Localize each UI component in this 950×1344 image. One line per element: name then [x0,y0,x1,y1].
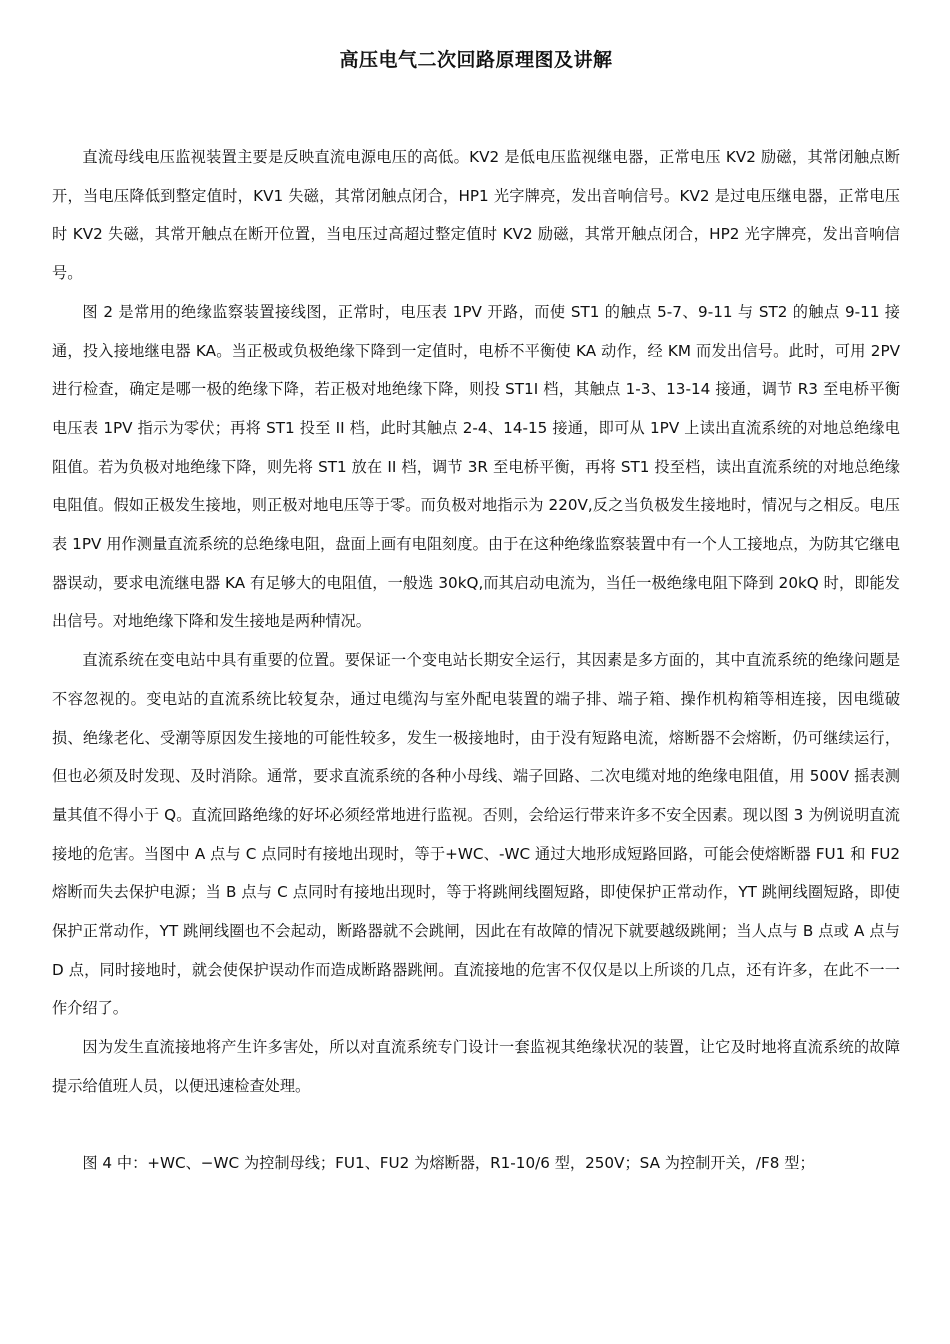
document-title: 高压电气二次回路原理图及讲解 [339,49,613,71]
paragraph-dc-grounding-hazard: 直流系统在变电站中具有重要的位置。要保证一个变电站长期安全运行，其因素是多方面的，其中直流系统的绝缘问题是不容忽视的。变电站的直流系统比较复杂，通过电缆沟与室外配电装置的端子排、端子箱、操作机构箱等相连接，因电缆破损、绝缘老化、受潮等原因发生接地的可能性较多，发生一极接地时，由于没有短路电流，熔断器不会熔断，仍可继续运行，但也必须及时发现、及时消除。通常，要求直流系统的各种小母线、端子回路、二次电缆对地的绝缘电阻值，用 500V 摇表测量其值不得小于 Q。直流回路绝缘的好坏必须经常地进行监视。否则，会给运行带来许多不安全因素。现以图 3 为例说明直流接地的危害。当图中 A 点与 C 点同时有接地出现时，等于+WC、-WC 通过大地形成短路回路，可能会使熔断器 FU1 和 FU2 熔断而失去保护电源；当 B 点与 C 点同时有接地出现时，等于将跳闸线圈短路，即使保护正常动作，YT 跳闸线圈短路，即使保护正常动作，YT 跳闸线圈也不会起动，断路器就不会跳闸，因此在有故障的情况下就要越级跳闸；当人点与 B 点或 A 点与 D 点，同时接地时，就会使保护误动作而造成断路器跳闸。直流接地的危害不仅仅是以上所谈的几点，还有许多，在此不一一作介绍了。 [52,651,900,1018]
document-body [52,138,900,1182]
paragraph-dc-bus-voltage-monitor: 直流母线电压监视装置主要是反映直流电源电压的高低。KV2 是低电压监视继电器，正常电压 KV2 励磁，其常闭触点断开，当电压降低到整定值时，KV1 失磁，其常闭触点闭合，HP1 光字牌亮，发出音响信号。KV2 是过电压继电器，正常电压时 KV2 失磁，其常开触点在断开位置，当电压过高超过整定值时 KV2 励磁，其常开触点闭合，HP2 光字牌亮，发出音响信号。 [52,148,900,283]
paragraph-figure4-intro: 图 4 中：+WC、−WC 为控制母线；FU1、FU2 为熔断器，R1-10/6 型，250V；SA 为控制开关，/F8 型； [82,1153,815,1172]
paragraph-spacer [52,1106,900,1144]
paragraph-monitoring-device: 因为发生直流接地将产生许多害处，所以对直流系统专门设计一套监视其绝缘状况的装置，让它及时地将直流系统的故障提示给值班人员，以便迅速检查处理。 [52,1038,900,1095]
paragraph-insulation-monitor: 图 2 是常用的绝缘监察装置接线图，正常时，电压表 1PV 开路，而使 ST1 的触点 5-7、9-11 与 ST2 的触点 9-11 接通，投入接地继电器 KA。当正极或负极绝缘下降到一定值时，电桥不平衡使 KA 动作，经 KM 而发出信号。此时，可用 2PV 进行检查，确定是哪一极的绝缘下降，若正极对地绝缘下降，则投 ST1I 档，其触点 1-3、13-14 接通，调节 R3 至电桥平衡电压表 1PV 指示为零伏；再将 ST1 投至 II 档，此时其触点 2-4、14-15 接通，即可从 1PV 上读出直流系统的对地总绝缘电阻值。若为负极对地绝缘下降，则先将 ST1 放在 II 档，调节 3R 至电桥平衡，再将 ST1 投至档，读出直流系统的对地总绝缘电阻值。假如正极发生接地，则正极对地电压等于零。而负极对地指示为 220V,反之当负极发生接地时，情况与之相反。电压表 1PV 用作测量直流系统的总绝缘电阻，盘面上画有电阻刻度。由于在这种绝缘监察装置中有一个人工接地点，为防其它继电器误动，要求电流继电器 KA 有足够大的电阻值，一般选 30kQ,而其启动电流为，当任一极绝缘电阻下降到 20kQ 时，即能发出信号。对地绝缘下降和发生接地是两种情况。 [52,302,900,631]
